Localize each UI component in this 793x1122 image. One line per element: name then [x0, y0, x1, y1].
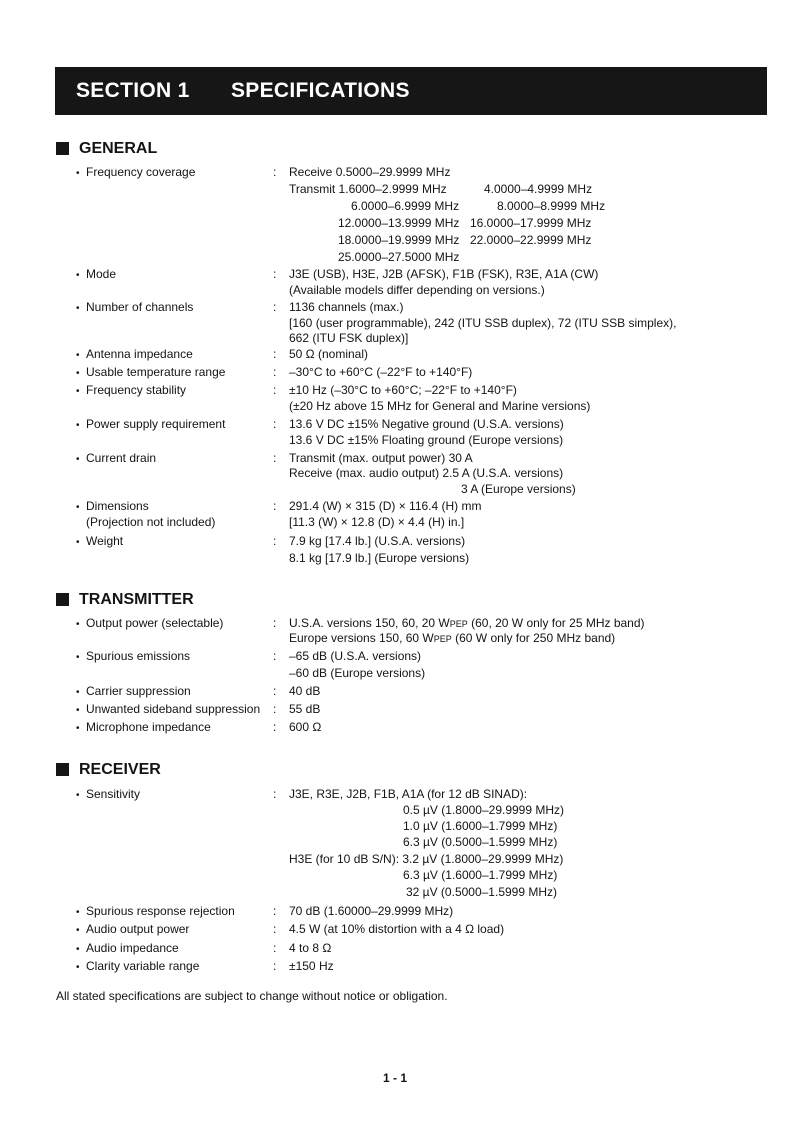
colon: : — [273, 616, 277, 630]
spec-value: J3E (USB), H3E, J2B (AFSK), F1B (FSK), R3E, A1A (CW) — [289, 267, 599, 281]
spec-value: 3 A (Europe versions) — [461, 482, 576, 496]
colon: : — [273, 720, 277, 734]
spec-value: 4.5 W (at 10% distortion with a 4 Ω load) — [289, 922, 505, 936]
spec-value: 13.6 V DC ±15% Negative ground (U.S.A. versions) — [289, 417, 564, 431]
footnote: All stated specifications are subject to change without notice or obligation. — [56, 989, 448, 1003]
colon: : — [273, 365, 277, 379]
spec-value: [11.3 (W) × 12.8 (D) × 4.4 (H) in.] — [289, 515, 465, 529]
colon: : — [273, 959, 277, 973]
spec-value: –60 dB (Europe versions) — [289, 666, 426, 680]
spec-value: 8.1 kg [17.9 lb.] (Europe versions) — [289, 551, 470, 565]
spec-value: 13.6 V DC ±15% Floating ground (Europe versions) — [289, 433, 564, 447]
spec-page: SECTION 1 SPECIFICATIONS GENERAL • Frequency coverage : Receive 0.5000–29.9999 MHz Transmit 1.6000–2.9999 MHz 4.0000–4.9999 MHz 6.0000–6.9999 MHz 8.0000–8.9999 MHz 12.0000–13.9999 MHz 16.0000–17.9999 MHz 18.0000–19.9999 MHz 22.0000–22.9999 MHz 25.0000–27.5000 MHz • Mode : J3E (USB), H3E, J2B (AFSK), F1B (FSK), R3E, A1A (CW) (Available models differ depending on versions.) • Number of channels : 1136 channels (max.) [160 (user programmable), 242 (ITU SSB duplex), 72 (ITU SSB simplex), 662 (ITU FSK duplex)] • Antenna impedance : 50 Ω (nominal) • Usable temperature range : –30°C to +60°C (–22°F to +140°F) • Frequency stability : ±10 Hz (–30°C to +60°C; –22°F to +140°F) (±20 Hz above 15 MHz for General and Marine versions) • Power supply requirement : 13.6 V DC ±15% Negative ground (U.S.A. versions) 13.6 V DC ±15% Floating ground (Europe versions) • Current drain : Transmit (max. output power) 30 A Receive (max. audio output) 2.5 A (U.S.A. versions) 3 A (Europe versions) • Dimensions (Projection not included) : 291.4 (W) × 315 (D) × 116.4 (H) mm [11.3 (W) × 12.8 (D) × 4.4 (H) in.] • Weight : 7.9 kg [17.4 lb.] (U.S.A. versions) 8.1 kg [17.9 lb.] (Europe versions) TRANSMITTER • Output power (selectable) : U.S.A. versions 150, 60, 20 WPEP (60, 20 W only for 25 MHz band) Europe versions 150, 60 WPEP (60 W only for 250 MHz band) • Spurious emissions : –65 dB (U.S.A. versions) –60 dB (Europe versions) • Carrier suppression : 40 dB • Unwanted sideband suppression : 55 dB • Microphone impedance : 600 Ω RECEIVER • Sensitivity : J3E, R3E, J2B, F1B, A1A (for 12 dB SINAD): 0.5 µV (1.8000–29.9999 MHz) 1.0 µV (1.6000–1.7999 MHz) 6.3 µV (0.5000–1.5999 MHz) H3E (for 10 dB S/N): 3.2 µV (1.8000–29.9999 MHz) 6.3 µV (1.6000–1.7999 MHz) 32 µV (0.5000–1.5999 MHz) • Spurious response rejection : 70 dB (1.60000–29.9999 MHz) • Audio output power : 4.5 W (at 10% distortion with a 4 Ω load) • Audio impedance : 4 to 8 Ω • Clarity variable range : ±150 Hz All stated specifications are subject to change without notice or obligation. 1 - 1 — [0, 0, 793, 1122]
colon: : — [273, 451, 277, 465]
square-bullet-icon — [56, 763, 69, 776]
spec-label-frequency-stability: • Frequency stability — [76, 382, 186, 400]
spec-value: 12.0000–13.9999 MHz — [338, 216, 460, 230]
spec-value: 7.9 kg [17.4 lb.] (U.S.A. versions) — [289, 534, 466, 548]
spec-label-weight: • Weight — [76, 533, 123, 551]
spec-label-spurious-response: • Spurious response rejection — [76, 903, 235, 921]
colon: : — [273, 499, 277, 513]
spec-value: 55 dB — [289, 702, 321, 716]
colon: : — [273, 941, 277, 955]
square-bullet-icon — [56, 593, 69, 606]
spec-sublabel-dimensions: (Projection not included) — [86, 515, 216, 529]
spec-value: U.S.A. versions 150, 60, 20 WPEP (60, 20 W only for 25 MHz band) — [289, 616, 645, 630]
section-number: SECTION 1 — [76, 79, 190, 102]
spec-label-channels: • Number of channels — [76, 299, 193, 317]
spec-value: 6.3 µV (1.6000–1.7999 MHz) — [403, 868, 558, 882]
spec-label-clarity-range: • Clarity variable range — [76, 958, 199, 976]
page-number: 1 - 1 — [383, 1071, 408, 1085]
colon: : — [273, 534, 277, 548]
spec-label-temperature: • Usable temperature range — [76, 364, 225, 382]
spec-label-spurious-emissions: • Spurious emissions — [76, 648, 190, 666]
spec-label-sideband-suppression: • Unwanted sideband suppression — [76, 701, 260, 719]
colon: : — [273, 300, 277, 314]
spec-value: (±20 Hz above 15 MHz for General and Marine versions) — [289, 399, 591, 413]
spec-value: 1.0 µV (1.6000–1.7999 MHz) — [403, 819, 558, 833]
square-bullet-icon — [56, 142, 69, 155]
colon: : — [273, 267, 277, 281]
spec-value: 4 to 8 Ω — [289, 941, 332, 955]
spec-value: –65 dB (U.S.A. versions) — [289, 649, 422, 663]
spec-label-power-supply: • Power supply requirement — [76, 416, 225, 434]
spec-value: ±150 Hz — [289, 959, 334, 973]
spec-value: 40 dB — [289, 684, 321, 698]
spec-value: ±10 Hz (–30°C to +60°C; –22°F to +140°F) — [289, 383, 517, 397]
spec-label-sensitivity: • Sensitivity — [76, 786, 140, 804]
colon: : — [273, 904, 277, 918]
spec-value: 8.0000–8.9999 MHz — [497, 199, 606, 213]
spec-value: [160 (user programmable), 242 (ITU SSB duplex), 72 (ITU SSB simplex), — [289, 316, 677, 330]
spec-value: 4.0000–4.9999 MHz — [484, 182, 593, 196]
spec-value: Europe versions 150, 60 WPEP (60 W only for 250 MHz band) — [289, 631, 616, 645]
spec-value: 0.5 µV (1.8000–29.9999 MHz) — [403, 803, 565, 817]
spec-label-carrier-suppression: • Carrier suppression — [76, 683, 191, 701]
colon: : — [273, 787, 277, 801]
spec-value: Receive 0.5000–29.9999 MHz — [289, 165, 451, 179]
spec-value: H3E (for 10 dB S/N): 3.2 µV (1.8000–29.9999 MHz) — [289, 852, 564, 866]
spec-value: Transmit (max. output power) 30 A — [289, 451, 473, 465]
spec-value: Receive (max. audio output) 2.5 A (U.S.A. versions) — [289, 466, 564, 480]
spec-label-output-power: • Output power (selectable) — [76, 615, 223, 633]
colon: : — [273, 417, 277, 431]
colon: : — [273, 165, 277, 179]
spec-value: 32 µV (0.5000–1.5999 MHz) — [406, 885, 558, 899]
spec-value: 6.3 µV (0.5000–1.5999 MHz) — [403, 835, 558, 849]
spec-value: 662 (ITU FSK duplex)] — [289, 331, 409, 345]
spec-label-current-drain: • Current drain — [76, 450, 156, 468]
spec-label-audio-output: • Audio output power — [76, 921, 189, 939]
spec-value: 16.0000–17.9999 MHz — [470, 216, 592, 230]
section-title: SPECIFICATIONS — [231, 79, 410, 102]
spec-label-dimensions: • Dimensions — [76, 498, 149, 516]
spec-value: –30°C to +60°C (–22°F to +140°F) — [289, 365, 473, 379]
spec-label-audio-impedance: • Audio impedance — [76, 940, 179, 958]
spec-value: 1136 channels (max.) — [289, 300, 404, 314]
spec-value: 70 dB (1.60000–29.9999 MHz) — [289, 904, 454, 918]
colon: : — [273, 702, 277, 716]
spec-value: 50 Ω (nominal) — [289, 347, 369, 361]
spec-value: Transmit 1.6000–2.9999 MHz — [289, 182, 447, 196]
colon: : — [273, 383, 277, 397]
spec-label-mode: • Mode — [76, 266, 116, 284]
spec-label-microphone-impedance: • Microphone impedance — [76, 719, 211, 737]
spec-label-frequency-coverage: • Frequency coverage — [76, 164, 195, 182]
spec-value: 600 Ω — [289, 720, 322, 734]
spec-value: (Available models differ depending on versions.) — [289, 283, 545, 297]
spec-value: 6.0000–6.9999 MHz — [351, 199, 460, 213]
spec-value: 25.0000–27.5000 MHz — [338, 250, 460, 264]
spec-value: J3E, R3E, J2B, F1B, A1A (for 12 dB SINAD): — [289, 787, 528, 801]
colon: : — [273, 649, 277, 663]
spec-value: 291.4 (W) × 315 (D) × 116.4 (H) mm — [289, 499, 482, 513]
colon: : — [273, 684, 277, 698]
colon: : — [273, 347, 277, 361]
spec-value: 18.0000–19.9999 MHz — [338, 233, 460, 247]
colon: : — [273, 922, 277, 936]
section-header-bar — [55, 67, 767, 115]
spec-value: 22.0000–22.9999 MHz — [470, 233, 592, 247]
spec-label-antenna-impedance: • Antenna impedance — [76, 346, 193, 364]
